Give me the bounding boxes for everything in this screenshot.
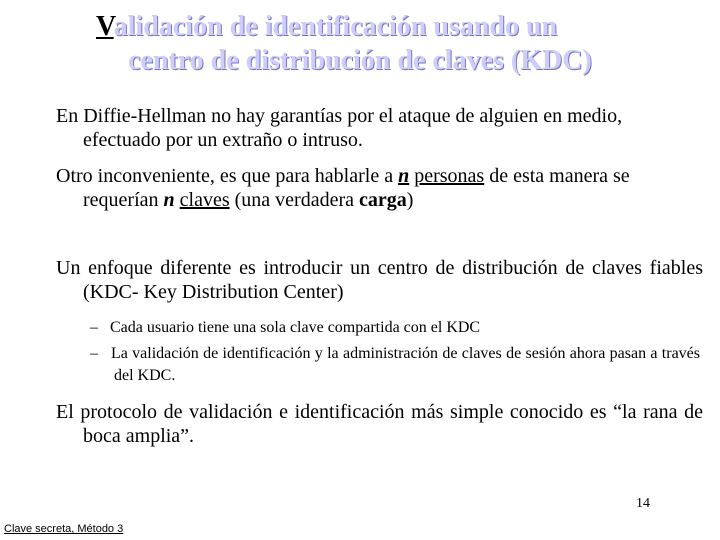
footer-link[interactable]: Clave secreta, Método 3 [4, 523, 124, 535]
bullet-item [90, 343, 700, 387]
paragraph-enfoque-kdc: Un enfoque diferente es introducir un centro de distribución de claves fiables (KDC- Key Distribution Center) [56, 257, 703, 303]
p2-n-second: n [163, 189, 175, 211]
bullet-item [90, 317, 700, 339]
bullet-dash: – [90, 319, 98, 336]
bullet-dash: – [90, 345, 98, 362]
title-line2: centro de distribución de claves (KDC) [128, 45, 592, 76]
p2-text-a: Otro inconveniente, es que para hablarle a [56, 165, 399, 187]
paragraph-inconveniente [56, 164, 703, 212]
paragraph-diffie-hellman: En Diffie-Hellman no hay garantías por el ataque de alguien en medio, efectuado por un extraño o intruso. [56, 105, 623, 151]
page-number: 14 [636, 496, 650, 511]
p2-personas: personas [414, 165, 485, 187]
paragraph-protocolo: El protocolo de validación e identificación más simple conocido es “la rana de boca amplia”. [56, 401, 703, 447]
p2-text-f: ) [406, 189, 414, 211]
title-line1: alidación de identificación usando un [113, 11, 558, 42]
bullet-text: La validación de identificación y la administración de claves de sesión ahora pasan a través del KDC. [110, 345, 701, 384]
bullet-text: Cada usuario tiene una sola clave compartida con el KDC [110, 319, 481, 336]
p2-claves: claves [179, 189, 230, 211]
title-first-letter: V [96, 11, 114, 42]
p2-text-c: de esta manera se requerían [83, 165, 630, 211]
slide-title [96, 10, 696, 78]
p2-carga: carga [359, 189, 407, 211]
p2-text-e: (una verdadera [229, 189, 359, 211]
p2-n-first: n [398, 165, 410, 187]
